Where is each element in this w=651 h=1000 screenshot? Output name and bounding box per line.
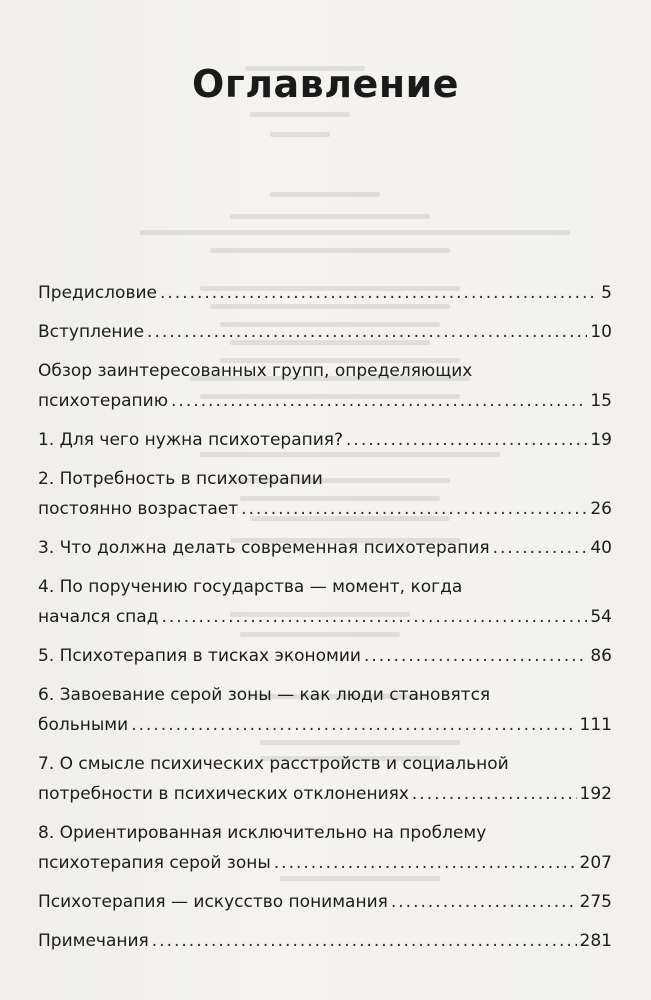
leader-dots bbox=[152, 926, 577, 956]
toc-page-number: 207 bbox=[579, 853, 612, 873]
toc-entry-title-cont: постоянно возрастает bbox=[38, 499, 239, 519]
leader-dots bbox=[131, 710, 576, 740]
leader-dots bbox=[147, 317, 587, 347]
toc-entry-chapter-8[interactable] bbox=[38, 818, 612, 878]
toc-entry-introduction[interactable] bbox=[38, 317, 612, 347]
leader-dots bbox=[346, 425, 587, 455]
toc-entry-preface[interactable] bbox=[38, 278, 612, 308]
toc-page-number: 281 bbox=[579, 931, 612, 951]
toc-page-number: 111 bbox=[579, 715, 612, 735]
leader-dots bbox=[274, 848, 577, 878]
toc-entry-title: Психотерапия — искусство понимания bbox=[38, 892, 388, 912]
toc-page-number: 40 bbox=[590, 538, 612, 558]
leader-dots bbox=[412, 779, 577, 809]
leader-dots bbox=[493, 533, 588, 563]
toc-entry-title: Примечания bbox=[38, 931, 149, 951]
toc-entry-chapter-1[interactable] bbox=[38, 425, 612, 455]
leader-dots bbox=[241, 494, 587, 524]
page-title: Оглавление bbox=[192, 62, 459, 106]
toc-entry-title: 8. Ориентированная исключительно на проблему bbox=[38, 823, 487, 843]
toc-entry-title: 5. Психотерапия в тисках экономии bbox=[38, 646, 361, 666]
toc-entry-title-cont: потребности в психических отклонениях bbox=[38, 784, 409, 804]
toc-entry-title-cont: психотерапию bbox=[38, 391, 169, 411]
toc-entry-chapter-3[interactable] bbox=[38, 533, 612, 563]
leader-dots bbox=[391, 887, 577, 917]
toc-entry-title: 6. Завоевание серой зоны — как люди становятся bbox=[38, 685, 491, 705]
toc-page-number: 275 bbox=[579, 892, 612, 912]
toc-entry-overview[interactable] bbox=[38, 356, 612, 416]
toc-entry-chapter-6[interactable] bbox=[38, 680, 612, 740]
toc-entry-chapter-5[interactable] bbox=[38, 641, 612, 671]
toc-page-number: 26 bbox=[590, 499, 612, 519]
toc-page-number: 15 bbox=[590, 391, 612, 411]
leader-dots bbox=[160, 278, 598, 308]
toc-entry-title: 1. Для чего нужна психотерапия? bbox=[38, 430, 344, 450]
toc-entry-title: Вступление bbox=[38, 322, 145, 342]
toc-entry-chapter-4[interactable] bbox=[38, 572, 612, 632]
toc-entry-title: 2. Потребность в психотерапии bbox=[38, 469, 323, 489]
toc-entry-title: 3. Что должна делать современная психотерапия bbox=[38, 538, 490, 558]
toc-entry-notes[interactable] bbox=[38, 926, 612, 956]
toc-page-number: 54 bbox=[590, 607, 612, 627]
toc-entry-title: Обзор заинтересованных групп, определяющих bbox=[38, 361, 473, 381]
toc-entry-title: 4. По поручению государства — момент, когда bbox=[38, 577, 463, 597]
toc-page-number: 5 bbox=[601, 283, 612, 303]
toc-entry-title: Предисловие bbox=[38, 283, 157, 303]
toc-entry-title: 7. О смысле психических расстройств и социальной bbox=[38, 754, 509, 774]
toc-entry-conclusion[interactable] bbox=[38, 887, 612, 917]
toc-entry-chapter-2[interactable] bbox=[38, 464, 612, 524]
toc-page-number: 192 bbox=[579, 784, 612, 804]
leader-dots bbox=[171, 386, 587, 416]
leader-dots bbox=[161, 602, 587, 632]
toc-page-number: 10 bbox=[590, 322, 612, 342]
toc-page-number: 19 bbox=[590, 430, 612, 450]
toc-entry-title-cont: больными bbox=[38, 715, 129, 735]
toc-entry-chapter-7[interactable] bbox=[38, 749, 612, 809]
table-of-contents bbox=[38, 278, 612, 956]
toc-page-number: 86 bbox=[590, 646, 612, 666]
leader-dots bbox=[364, 641, 587, 671]
toc-entry-title-cont: начался спад bbox=[38, 607, 159, 627]
toc-entry-title-cont: психотерапия серой зоны bbox=[38, 853, 271, 873]
